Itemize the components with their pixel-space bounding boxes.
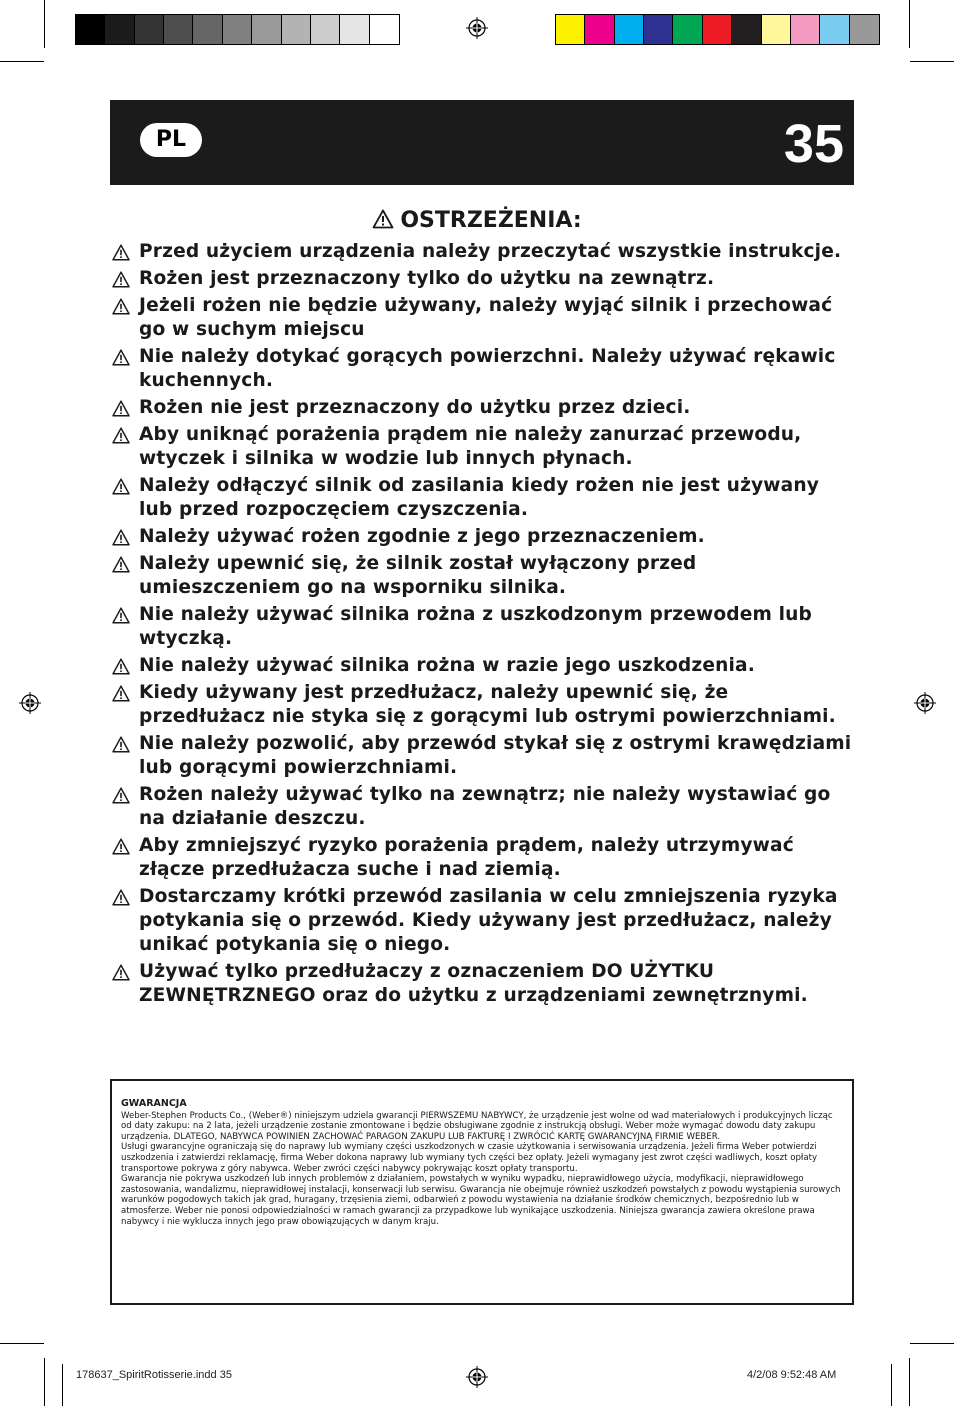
warranty-paragraph: Usługi gwarancyjne ograniczają się do naprawy lub wymiany części uszkodzonych w czasie użytkowania i serwisowania urządzenia. Jeżeli firma Weber potwierdzi uszkodzenia i zatwierdzi reklamację, firma Weber dokona naprawy lub wymiany tych części bez opłaty. Jeżeli wymagany jest zwrot części wadliwych, koszt opłaty transportowe pokrywa z góry nabywca. Weber zwróci części nabywcy pokrywając koszt opłaty transportu.: [121, 1142, 818, 1174]
process-color-bar: [555, 14, 880, 45]
page-number: 35: [783, 114, 844, 174]
warning-text: Przed użyciem urządzenia należy przeczytać wszystkie instrukcje.: [139, 241, 842, 262]
warning-triangle-icon: [112, 298, 130, 315]
warning-triangle-icon: [112, 736, 130, 753]
warning-text: Aby uniknąć porażenia prądem nie należy zanurzać przewodu, wtyczek i silnika w wodzie lub innych płynach.: [139, 424, 802, 469]
warning-text: Aby zmniejszyć ryzyko porażenia prądem, należy utrzymywać złącze przedłużacza suche i nad ziemią.: [139, 835, 794, 880]
color-swatch: [820, 15, 849, 44]
warning-item: [112, 552, 858, 600]
warning-triangle-icon: [112, 964, 130, 981]
warning-triangle-icon: [112, 607, 130, 624]
warning-item: [112, 240, 858, 264]
color-swatch: [76, 15, 105, 44]
warning-item: [112, 267, 858, 291]
color-swatch: [252, 15, 281, 44]
crop-mark: [909, 1358, 910, 1406]
crop-mark: [0, 1343, 44, 1344]
crop-mark: [62, 1364, 63, 1406]
color-swatch: [282, 15, 311, 44]
warning-text: Kiedy używany jest przedłużacz, należy upewnić się, że przedłużacz nie styka się z gorącymi lub ostrymi powierzchniami.: [139, 682, 836, 727]
warning-text: Dostarczamy krótki przewód zasilania w celu zmniejszenia ryzyka potykania się o przewód. Kiedy używany jest przedłużacz, należy unikać potykania się o niego.: [139, 886, 838, 955]
language-badge: PL: [140, 123, 202, 157]
color-swatch: [791, 15, 820, 44]
crop-mark: [0, 61, 44, 62]
warning-text: Nie należy używać silnika rożna w razie jego uszkodzenia.: [139, 655, 755, 676]
color-swatch: [370, 15, 399, 44]
warning-item: [112, 654, 858, 678]
crop-mark: [891, 1364, 892, 1406]
crop-mark: [44, 0, 45, 48]
warning-triangle-icon: [112, 889, 130, 906]
warning-triangle-icon: [112, 556, 130, 573]
color-swatch: [615, 15, 644, 44]
grayscale-color-bar: [75, 14, 400, 45]
registration-mark-icon: [19, 692, 41, 714]
color-swatch: [732, 15, 761, 44]
warning-text: Należy odłączyć silnik od zasilania kiedy rożen nie jest używany lub przed rozpoczęciem czyszczenia.: [139, 475, 819, 520]
warning-triangle-icon: [112, 658, 130, 675]
warning-text: Rożen nie jest przeznaczony do użytku przez dzieci.: [139, 397, 691, 418]
color-swatch: [135, 15, 164, 44]
warning-item: [112, 834, 858, 882]
color-swatch: [223, 15, 252, 44]
warning-triangle-icon: [112, 400, 130, 417]
warning-triangle-icon: [112, 244, 130, 261]
warning-item: [112, 603, 858, 651]
warning-triangle-icon: [112, 271, 130, 288]
warning-triangle-icon: [112, 349, 130, 366]
warning-triangle-icon: [112, 478, 130, 495]
warning-text: Nie należy dotykać gorących powierzchni. Należy używać rękawic kuchennych.: [139, 346, 836, 391]
warning-item: [112, 474, 858, 522]
warning-item: [112, 732, 858, 780]
warning-triangle-icon: [112, 838, 130, 855]
warning-text: Rożen jest przeznaczony tylko do użytku na zewnątrz.: [139, 268, 715, 289]
warranty-paragraph: Weber-Stephen Products Co., (Weber®) niniejszym udziela gwarancji PIERWSZEMU NABYWCY, że urządzenie jest wolne od wad materiałowych i produkcyjnych licząc od daty zakupu: na 2 lata, jeżeli urządzenie zostanie zmontowane i będzie obsługiwane zgodnie z instrukcją obsługi. Weber może wymagać dowodu daty zakupu urządzenia. DLATEGO, NABYWCA POWINIEN ZACHOWAĆ PARAGON ZAKUPU LUB FAKTURĘ I ZWRÓCIĆ KARTĘ GWARANCYJNĄ FIRMIE WEBER.: [121, 1110, 833, 1142]
warning-item: [112, 396, 858, 420]
warning-text: Należy upewnić się, że silnik został wyłączony przed umieszczeniem go na wsporniku silnika.: [139, 553, 697, 598]
registration-mark-icon: [466, 1366, 488, 1388]
color-swatch: [644, 15, 673, 44]
warning-text: Używać tylko przedłużaczy z oznaczeniem DO UŻYTKU ZEWNĘTRZNEGO oraz do użytku z urządzeniami zewnętrznymi.: [139, 961, 808, 1006]
warranty-box: [110, 1079, 854, 1305]
warranty-paragraph: Gwarancja nie pokrywa uszkodzeń lub innych problemów z działaniem, powstałych w wyniku wypadku, nieprawidłowego użycia, modyfikacji, nieprawidłowego zastosowania, wandalizmu, nieprawidłowej instalacji, konserwacji lub serwisu. Gwarancja nie obejmuje również uszkodzeń powstałych z powodu wystąpienia surowych warunków pogodowych takich jak grad, huragany, trzęsienia ziemi, odbarwień z powodu wystawienia na działanie środków chemicznych, bezpośrednio lub w atmosferze. Weber nie ponosi odpowiedzialności w ramach gwarancji za przypadkowe lub wynikające uszkodzenia. Niniejsza gwarancja zawiera określone prawa nabywcy i nie wyklucza innych jego praw obowiązujących w danym kraju.: [121, 1174, 841, 1227]
warning-item: [112, 294, 858, 342]
page-header: [110, 100, 854, 185]
color-swatch: [193, 15, 222, 44]
warning-triangle-icon: [372, 209, 394, 229]
crop-mark: [910, 61, 954, 62]
warning-item: [112, 885, 858, 957]
warning-triangle-icon: [112, 787, 130, 804]
registration-mark-icon: [466, 17, 488, 39]
crop-mark: [910, 1343, 954, 1344]
warning-triangle-icon: [112, 427, 130, 444]
warning-triangle-icon: [112, 685, 130, 702]
footer-timestamp: 4/2/08 9:52:48 AM: [747, 1369, 837, 1381]
warning-text: Jeżeli rożen nie będzie używany, należy wyjąć silnik i przechować go w suchym miejscu: [139, 295, 833, 340]
warnings-heading: [0, 206, 954, 236]
color-swatch: [850, 15, 879, 44]
color-swatch: [762, 15, 791, 44]
color-swatch: [585, 15, 614, 44]
warning-item: [112, 783, 858, 831]
color-swatch: [105, 15, 134, 44]
color-swatch: [340, 15, 369, 44]
warning-item: [112, 960, 858, 1008]
warning-text: Nie należy używać silnika rożna z uszkodzonym przewodem lub wtyczką.: [139, 604, 813, 649]
warning-text: Należy używać rożen zgodnie z jego przeznaczeniem.: [139, 526, 705, 547]
warning-item: [112, 525, 858, 549]
color-swatch: [311, 15, 340, 44]
color-swatch: [164, 15, 193, 44]
color-swatch: [556, 15, 585, 44]
warranty-title: GWARANCJA: [121, 1098, 187, 1109]
warnings-list: [112, 240, 858, 1011]
warnings-title: OSTRZEŻENIA:: [400, 208, 582, 233]
warning-item: [112, 423, 858, 471]
color-swatch: [703, 15, 732, 44]
crop-mark: [909, 0, 910, 48]
warning-text: Rożen należy używać tylko na zewnątrz; nie należy wystawiać go na działanie deszczu.: [139, 784, 831, 829]
color-swatch: [673, 15, 702, 44]
warning-triangle-icon: [112, 529, 130, 546]
registration-mark-icon: [914, 692, 936, 714]
warning-text: Nie należy pozwolić, aby przewód stykał się z ostrymi krawędziami lub gorącymi powierzchniami.: [139, 733, 852, 778]
warning-item: [112, 681, 858, 729]
crop-mark: [44, 1358, 45, 1406]
footer-file-info: 178637_SpiritRotisserie.indd 35: [76, 1369, 232, 1381]
warning-item: [112, 345, 858, 393]
